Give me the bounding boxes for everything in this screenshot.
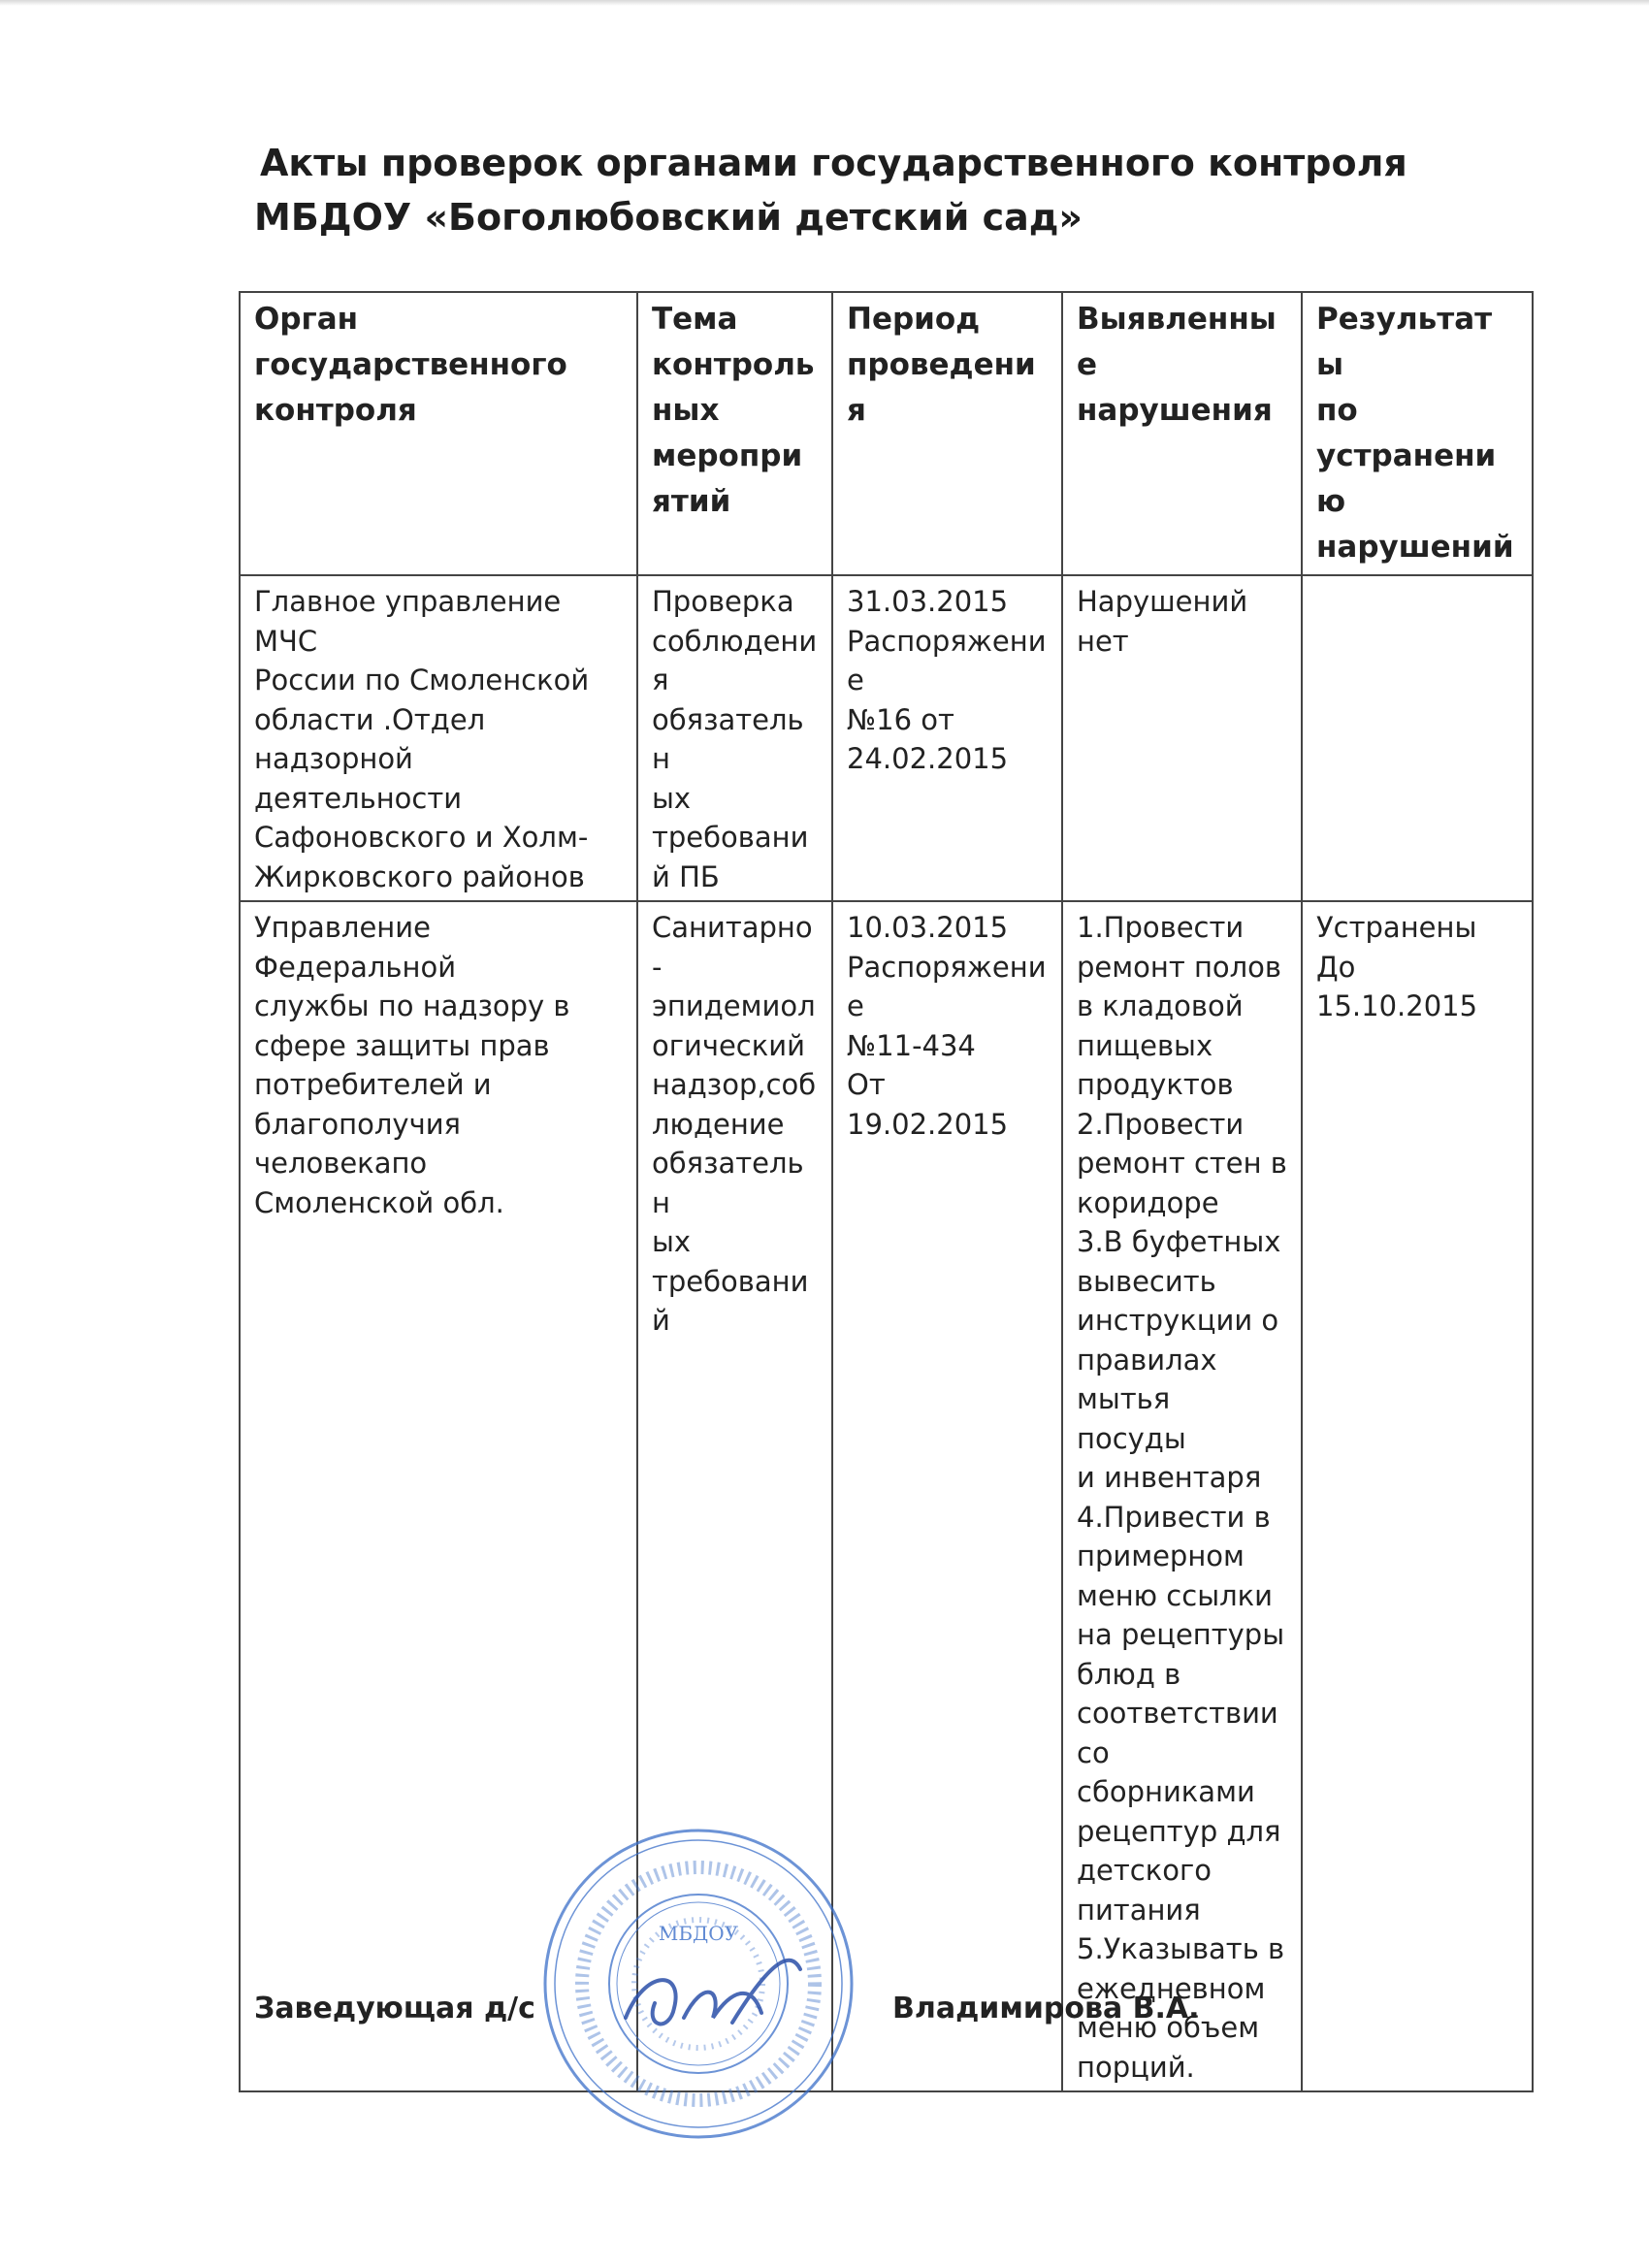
cell-line: требовани <box>652 1264 809 1298</box>
cell-line: Управление Федеральной <box>254 911 457 984</box>
official-stamp-seal <box>538 1824 858 2144</box>
cell-results <box>1302 575 1533 901</box>
cell-line: соответствии <box>1077 1697 1278 1730</box>
cell-line: эпидемиол <box>652 989 816 1022</box>
cell-results <box>1302 901 1533 2091</box>
cell-line: государственного <box>254 347 567 382</box>
cell-line: Выявленные <box>1077 302 1277 382</box>
cell-line: нарушений <box>1316 530 1514 565</box>
cell-line: службы по надзору в <box>254 989 570 1022</box>
cell-organ <box>240 575 637 901</box>
cell-line: на рецептуры <box>1077 1618 1285 1651</box>
cell-line: меню ссылки <box>1077 1578 1273 1612</box>
cell-line: Результаты <box>1316 302 1493 382</box>
cell-line: сфере защиты прав <box>254 1028 550 1062</box>
cell-line: Санитарно- <box>652 911 813 984</box>
cell-period <box>832 901 1062 2091</box>
cell-line: №11-434 <box>847 1028 976 1062</box>
cell-violations <box>1062 575 1302 901</box>
cell-line: надзорной деятельности <box>254 742 463 815</box>
page-title <box>254 136 1407 244</box>
cell-line: Смоленской обл. <box>254 1185 504 1219</box>
cell-line: ежедневном <box>1077 1971 1266 2005</box>
cell-line: коридоре <box>1077 1185 1219 1219</box>
cell-line: рецептур для <box>1077 1814 1281 1848</box>
cell-line: продуктов <box>1077 1068 1234 1101</box>
cell-line: й ПБ <box>652 859 720 893</box>
cell-violations <box>1062 901 1302 2091</box>
cell-line: обязательн <box>652 702 804 775</box>
cell-line: и инвентаря <box>1077 1461 1262 1494</box>
cell-line: детского <box>1077 1854 1212 1887</box>
cell-line: проведения <box>847 347 1036 428</box>
cell-line: требовани <box>652 821 809 854</box>
cell-line: Проверка <box>652 585 794 618</box>
cell-line: 31.03.2015 <box>847 585 1009 618</box>
cell-line: ятий <box>652 484 731 519</box>
cell-line: я <box>652 664 669 697</box>
cell-line: Тема <box>652 302 738 337</box>
cell-line: 2.Провести <box>1077 1107 1245 1141</box>
cell-line: России по Смоленской <box>254 664 590 697</box>
header-organ <box>240 292 637 575</box>
cell-line: ых <box>652 1225 692 1258</box>
cell-line: людение <box>652 1107 785 1141</box>
cell-line: Главное управление МЧС <box>254 585 562 658</box>
header-violations <box>1062 292 1302 575</box>
cell-line: меропри <box>652 438 803 473</box>
cell-line: Орган <box>254 302 359 337</box>
cell-line: надзор,соб <box>652 1068 817 1101</box>
cell-line: огический <box>652 1028 805 1062</box>
cell-line: области .Отдел <box>254 702 486 736</box>
cell-line: ных <box>652 393 720 428</box>
signatory-name: Владимирова В.А. <box>892 1992 1200 2025</box>
cell-line: ремонт полов <box>1077 950 1282 984</box>
scan-edge-shadow <box>0 0 1649 6</box>
cell-line: Сафоновского и Холм- <box>254 821 589 854</box>
cell-line: 15.10.2015 <box>1316 989 1478 1022</box>
table-header-row <box>240 292 1533 575</box>
cell-period <box>832 575 1062 901</box>
cell-line: ремонт стен в <box>1077 1147 1287 1180</box>
cell-line: со сборниками <box>1077 1735 1255 1808</box>
cell-line: 24.02.2015 <box>847 742 1009 775</box>
cell-line: контроль <box>652 347 815 382</box>
cell-line: Период <box>847 302 981 337</box>
cell-line: порций. <box>1077 2050 1195 2084</box>
cell-line: 3.В буфетных <box>1077 1225 1281 1258</box>
title-line-2: МБДОУ «Боголюбовский детский сад» <box>254 196 1083 239</box>
header-period <box>832 292 1062 575</box>
cell-line: потребителей и <box>254 1068 492 1101</box>
cell-line: 4.Привести в <box>1077 1500 1271 1534</box>
header-results <box>1302 292 1533 575</box>
inspection-table <box>239 291 1534 2092</box>
stamp-center-text: МБДОУ <box>658 1922 739 1945</box>
cell-line: контроля <box>254 393 417 428</box>
cell-topic <box>637 575 832 901</box>
cell-line: 1.Провести <box>1077 911 1245 944</box>
cell-line: меню объем <box>1077 2011 1260 2044</box>
cell-line: Распоряжение <box>847 950 1047 1022</box>
signatory-position: Заведующая д/с <box>254 1992 535 2025</box>
cell-line: вывесить <box>1077 1264 1216 1298</box>
header-topic <box>637 292 832 575</box>
cell-line: нарушения <box>1077 393 1273 428</box>
cell-line: Распоряжение <box>847 624 1047 697</box>
cell-line: До <box>1316 950 1356 984</box>
cell-line: по <box>1316 393 1358 428</box>
cell-line: обязательн <box>652 1147 804 1219</box>
cell-line: №16 от <box>847 702 954 736</box>
cell-line: Жирковского районов <box>254 859 585 893</box>
cell-line: 10.03.2015 <box>847 911 1009 944</box>
title-line-1: Акты проверок органами государственного контроля <box>260 142 1407 184</box>
cell-line: мытья посуды <box>1077 1382 1186 1455</box>
cell-line: Устранены <box>1316 911 1477 944</box>
cell-line: благополучия человекапо <box>254 1107 461 1180</box>
cell-line: правилах <box>1077 1343 1217 1377</box>
cell-line: й <box>652 1304 670 1337</box>
cell-line: питания <box>1077 1893 1201 1927</box>
cell-line: в кладовой <box>1077 989 1244 1022</box>
cell-line: ых <box>652 781 692 815</box>
cell-line: устранению <box>1316 438 1497 519</box>
cell-line: инструкции о <box>1077 1304 1279 1337</box>
cell-line: примерном <box>1077 1539 1245 1572</box>
cell-line: От 19.02.2015 <box>847 1068 1009 1141</box>
table-row <box>240 901 1533 2091</box>
cell-line: Нарушений нет <box>1077 585 1248 658</box>
table-row <box>240 575 1533 901</box>
cell-line: пищевых <box>1077 1028 1213 1062</box>
cell-line: 5.Указывать в <box>1077 1932 1285 1965</box>
cell-line: блюд в <box>1077 1657 1181 1691</box>
cell-line: соблюдени <box>652 624 818 658</box>
